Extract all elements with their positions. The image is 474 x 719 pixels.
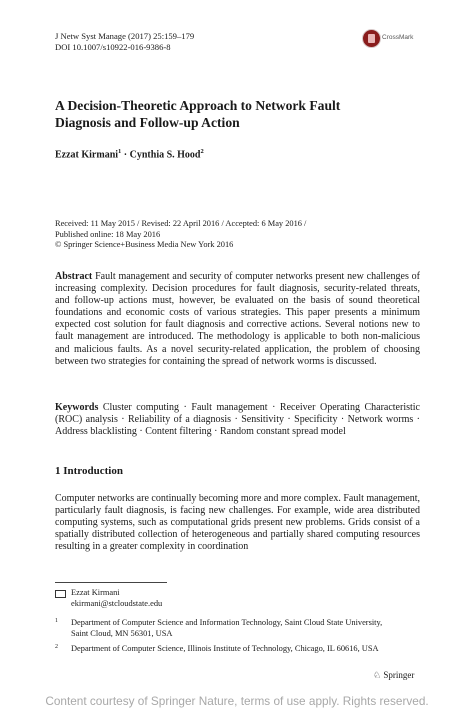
- author-separator: ·: [121, 149, 130, 161]
- author-name: Ezzat Kirmani: [55, 149, 119, 161]
- copyright-line: © Springer Science+Business Media New York 2016: [55, 240, 234, 250]
- contact-name: Ezzat Kirmani: [71, 588, 120, 597]
- contact-email[interactable]: ekirmani@stcloudstate.edu: [71, 598, 163, 608]
- crossmark-icon: [362, 29, 381, 48]
- affiliation-footnote: [55, 644, 425, 655]
- keywords-text: Cluster computing · Fault management · Receiver Operating Characteristic (ROC) analysis · Reliability of a diagnosis · Sensitivity · Specificity · Network worms · Address blacklisting · Content filtering · Random constant spread model: [55, 402, 420, 438]
- received-dates: Received: 11 May 2015 / Revised: 22 April 2016 / Accepted: 6 May 2016 /: [55, 219, 307, 228]
- author-name: Cynthia S. Hood: [129, 149, 201, 161]
- footnote-line: Department of Computer Science, Illinois Institute of Technology, Chicago, IL 60616, USA: [71, 644, 379, 653]
- doi-line: DOI 10.1007/s10922-016-9386-8: [55, 42, 171, 52]
- corresponding-author: [55, 588, 162, 609]
- publication-history: [55, 219, 435, 251]
- crossmark-badge[interactable]: [362, 29, 426, 49]
- affiliation-footnote: [55, 618, 425, 639]
- envelope-icon: [55, 590, 66, 598]
- footnote-divider: [55, 582, 167, 583]
- paper-title: [55, 97, 435, 131]
- springer-horse-icon: ♘: [373, 670, 382, 680]
- journal-citation: J Netw Syst Manage (2017) 25:159–179: [55, 31, 195, 41]
- author-affiliation-mark: 1: [118, 148, 122, 155]
- section-heading: 1 Introduction: [55, 465, 123, 477]
- footnote-line: Saint Cloud, MN 56301, USA: [71, 628, 173, 638]
- keywords-label: Keywords: [55, 402, 99, 413]
- courtesy-notice: Content courtesy of Springer Nature, terms of use apply. Rights reserved.: [45, 694, 429, 708]
- author-list: [55, 148, 204, 160]
- abstract: [55, 271, 420, 368]
- introduction-text: Computer networks are continually becoming more and more complex. Fault management, particularly fault diagnosis, is facing new challenges. For example, wide area distributed computing systems, such as computational grids present new problems. Grids consist of a spatially distributed collection of heterogeneous and partially shared computing resources resulting in a greater complexity in coordination: [55, 493, 420, 553]
- author-affiliation-mark: 2: [200, 148, 204, 155]
- keywords: [55, 402, 420, 438]
- footnote-number: 1: [55, 618, 58, 624]
- title-line-2: Diagnosis and Follow-up Action: [55, 115, 240, 130]
- published-online: Published online: 18 May 2016: [55, 229, 161, 239]
- publisher-logo: [373, 670, 414, 681]
- footnote-line: Department of Computer Science and Information Technology, Saint Cloud State University,: [71, 618, 383, 627]
- abstract-label: Abstract: [55, 271, 93, 282]
- title-line-1: A Decision-Theoretic Approach to Network Fault: [55, 98, 341, 113]
- publisher-name: Springer: [383, 670, 415, 680]
- footnote-number: 2: [55, 644, 58, 650]
- journal-header: [55, 31, 194, 53]
- abstract-text: Fault management and security of computer networks present new challenges of increasing complexity. Decision procedures for fault diagnosis, security-related threats, and follow-up actions must, however, be evaluated on the basis of sound theoretical foundations and economic costs of various strategies. This paper presents a minimum expected cost solution for fault diagnosis and corrective actions. Several notions new to fault management are introduced. The methodology is applicable to both non-malicious and malicious faults. As a novel security-related application, the problem of choosing between two strategies for containing the spread of network worms is discussed.: [55, 271, 421, 367]
- crossmark-label: CrossMark: [382, 34, 414, 41]
